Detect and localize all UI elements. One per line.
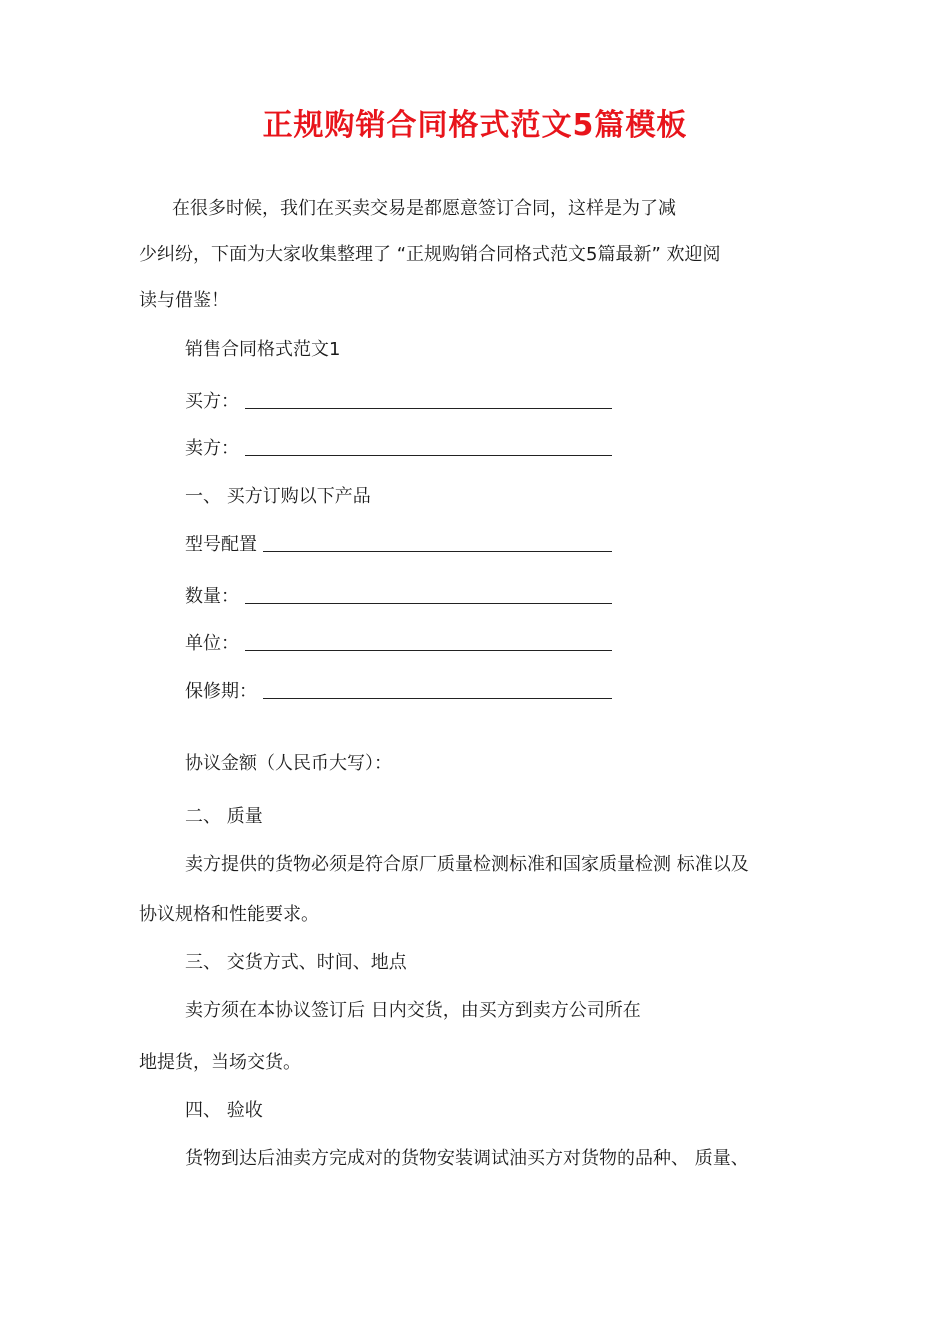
- intro-line-3: 读与借鉴！: [139, 290, 229, 311]
- unit-label: 单位：: [185, 633, 239, 654]
- seller-label: 卖方：: [185, 438, 239, 459]
- clause-4-heading: 四、 验收: [185, 1100, 263, 1121]
- quantity-blank-line: [245, 603, 612, 604]
- buyer-blank-line: [245, 408, 612, 409]
- clause-2-line-1: 卖方提供的货物必须是符合原厂质量检测标准和国家质量检测 标准以及: [185, 854, 749, 875]
- warranty-blank-line: [263, 698, 612, 699]
- model-blank-line: [263, 551, 612, 552]
- clause-2-line-2: 协议规格和性能要求。: [139, 904, 319, 925]
- buyer-label: 买方：: [185, 391, 239, 412]
- clause-1-heading: 一、 买方订购以下产品: [185, 486, 371, 507]
- clause-4-line-1: 货物到达后油卖方完成对的货物安装调试油买方对货物的品种、 质量、: [185, 1148, 749, 1169]
- seller-blank-line: [245, 455, 612, 456]
- document-title: 正规购销合同格式范文5篇模板: [262, 108, 688, 143]
- model-label: 型号配置: [185, 534, 257, 555]
- section-heading: 销售合同格式范文1: [185, 339, 341, 360]
- intro-line-2: 少纠纷，下面为大家收集整理了 “正规购销合同格式范文5篇最新” 欢迎阅: [139, 244, 721, 265]
- clause-3-heading: 三、 交货方式、时间、地点: [185, 952, 407, 973]
- quantity-label: 数量：: [185, 586, 239, 607]
- clause-2-heading: 二、 质量: [185, 806, 263, 827]
- intro-line-1: 在很多时候，我们在买卖交易是都愿意签订合同，这样是为了减: [172, 198, 676, 219]
- warranty-label: 保修期：: [185, 681, 257, 702]
- amount-label: 协议金额（人民币大写）：: [185, 753, 392, 774]
- unit-blank-line: [245, 650, 612, 651]
- clause-3-line-1: 卖方须在本协议签订后 日内交货，由买方到卖方公司所在: [185, 1000, 641, 1021]
- clause-3-line-2: 地提货，当场交货。: [139, 1052, 301, 1073]
